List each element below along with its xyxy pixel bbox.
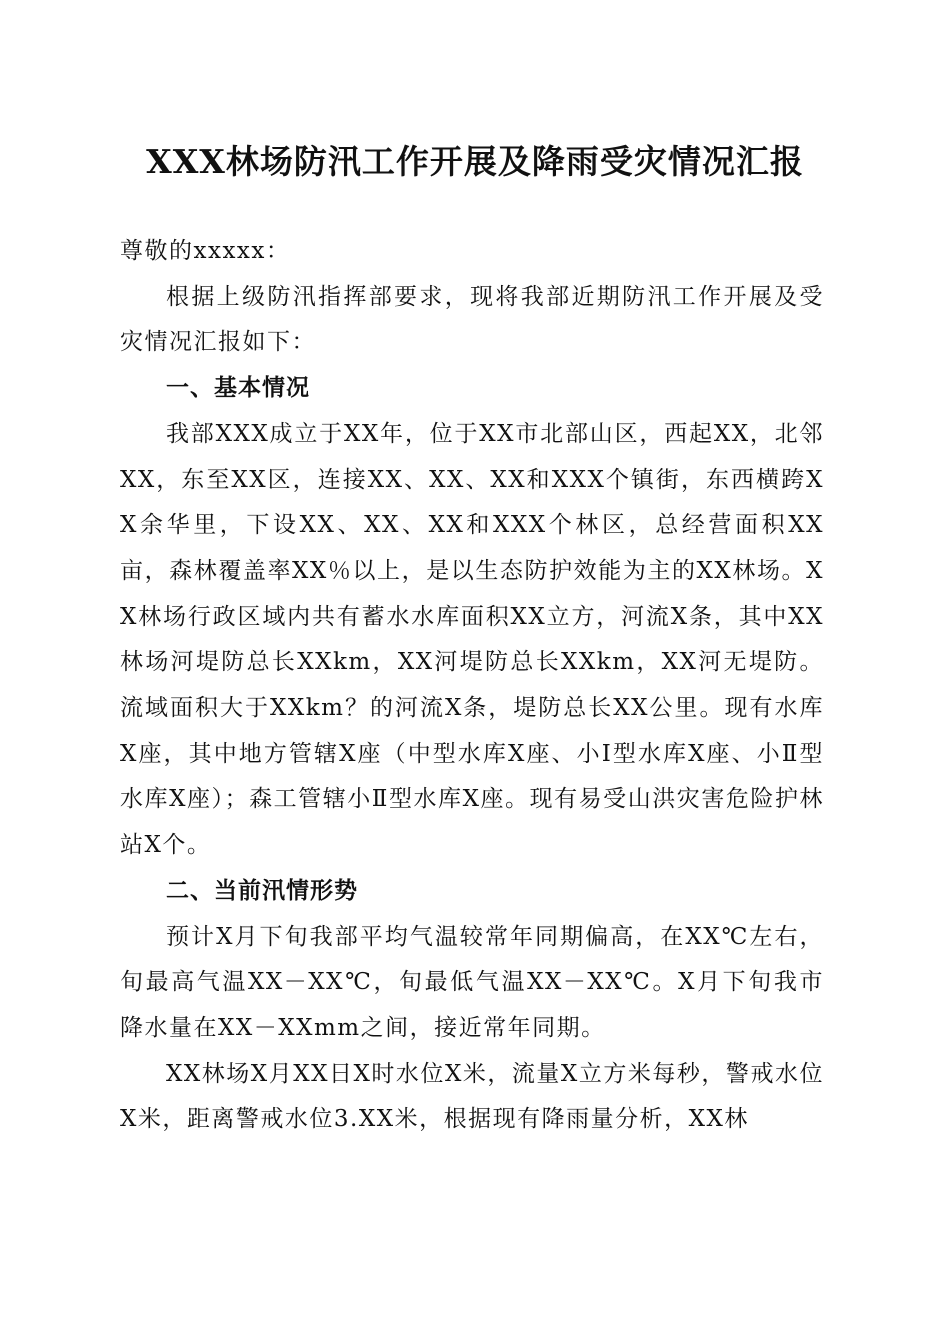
intro-paragraph: 根据上级防汛指挥部要求，现将我部近期防汛工作开展及受灾情况汇报如下：: [120, 283, 824, 356]
section-heading-flood-situation: 二、当前汛情形势: [166, 877, 358, 904]
salutation: 尊敬的xxxxx：: [120, 238, 291, 264]
flood-situation-paragraph-1: 预计X月下旬我部平均气温较常年同期偏高，在XX℃左右，旬最高气温XX－XX℃，旬最低气温XX－XX℃。X月下旬我市降水量在XX－XXmm之间，接近常年同期。: [120, 923, 824, 1041]
document-title: XXX林场防汛工作开展及降雨受灾情况汇报: [146, 142, 804, 181]
basic-situation-paragraph: 我部XXX成立于XX年，位于XX市北部山区，西起XX，北邻XX，东至XX区，连接XX、XX、XX和XXX个镇街，东西横跨XX余华里，下设XX、XX、XX和XXX个林区，总经营面积XX亩，森林覆盖率XX％以上，是以生态防护效能为主的XX林场。XX林场行政区域内共有蓄水水库面积XX立方，河流X条，其中XX林场河堤防总长XXkm，XX河堤防总长XXkm，XX河无堤防。流域面积大于XXkm？的河流X条，堤防总长XX公里。现有水库X座，其中地方管辖X座（中型水库X座、小Ⅰ型水库X座、小Ⅱ型水库X座）；森工管辖小Ⅱ型水库X座。现有易受山洪灾害危险护林站X个。: [120, 420, 824, 859]
flood-situation-paragraph-2: XX林场X月XX日X时水位X米，流量X立方米每秒，警戒水位X米，距离警戒水位3.XX米，根据现有降雨量分析，XX林: [120, 1060, 824, 1133]
document-body: [120, 229, 824, 1143]
section-heading-basic-situation: 一、基本情况: [166, 375, 310, 402]
